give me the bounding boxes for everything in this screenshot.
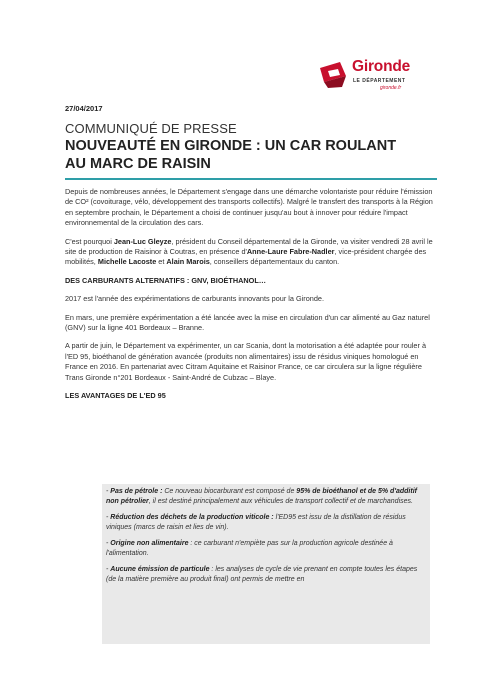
visit-text-5: , conseillers départementaux du canton.	[209, 257, 340, 267]
paragraph-experiments: 2017 est l'année des expérimentations de carburants innovants pour la Gironde.	[65, 294, 324, 304]
visit-name-3: Michelle Lacoste	[97, 257, 157, 267]
paragraph-ed95: A partir de juin, le Département va expérimenter, un car Scania, dont la motorisation a été adaptée pour rouler à l'ED 95, bioéthanol de génération avancée (produits non alimentaires) issu de résidus viniques homologué en France en 2016. En partenariat avec Citram Aquitaine et Raisinor France, ce car circulera sur la ligne régulière Trans Gironde n°201 Bordeaux - Saint-André de Cubzac – Blaye.	[65, 341, 426, 382]
visit-text-2: , président du Conseil départemental de la Gironde, va visiter vendredi 28 avril le site de production de Raisinor à Coutras, en présence d'	[65, 236, 433, 257]
paragraph-visit	[65, 237, 433, 268]
section-heading-fuels: DES CARBURANTS ALTERNATIFS : GNV, BIOÉTHANOL…	[65, 275, 267, 285]
advantage-text: : les analyses de cycle de vie prenant en compte toutes les étapes (de la matière première au produit final) ont permis de mettre en	[106, 566, 418, 583]
section-heading-advantages: LES AVANTAGES DE L'ED 95	[65, 391, 166, 401]
advantage-label: Réduction des déchets de la production viticole :	[110, 514, 274, 521]
headline	[65, 137, 445, 173]
advantage-label: Aucune émission de particule	[110, 566, 210, 573]
advantage-item	[106, 539, 426, 559]
logo-url: gironde.fr	[380, 85, 402, 91]
advantage-text: : ce carburant n'empiète pas sur la production agricole destinée à l'alimentation.	[106, 540, 393, 557]
visit-name-4: Alain Marois	[166, 257, 210, 267]
visit-text-1: C'est pourquoi	[65, 236, 114, 246]
advantages-list	[106, 487, 426, 591]
advantage-item	[106, 487, 426, 507]
advantage-emphasis: 95% de bioéthanol et de 5% d'additif non pétrolier	[106, 488, 417, 505]
visit-text-4: et	[156, 257, 167, 267]
paragraph-intro: Depuis de nombreuses années, le Département s'engage dans une démarche volontariste pour réduire l'émission de CO² (covoiturage, vélo, développement des transports collectifs). Malgré le transfert des transports à la Région en septembre prochain, le Département a choisi de continuer jusqu'au bout à innover pour réduire l'impact environnemental de la circulation des cars.	[65, 187, 433, 228]
gironde-logo	[318, 58, 428, 100]
paragraph-gnv: En mars, une première expérimentation a été lancée avec la mise en circulation d'un car alimenté au Gaz naturel (GNV) sur la ligne 401 Bordeaux – Branne.	[65, 312, 430, 333]
logo-brand: Gironde	[352, 58, 411, 75]
bullet-dash: -	[106, 514, 111, 521]
advantage-text: l'ED95 est issu de la distillation de résidus viniques (marcs de raisin et lies de vin).	[106, 514, 406, 531]
gironde-logo-mark-icon	[318, 60, 348, 90]
headline-line-1: NOUVEAUTÉ EN GIRONDE : UN CAR ROULANT	[65, 138, 397, 154]
bullet-dash: -	[106, 540, 111, 547]
advantage-text: Ce nouveau biocarburant est composé de	[162, 488, 297, 495]
release-date: 27/04/2017	[65, 104, 103, 113]
logo-subtitle: LE DÉPARTEMENT	[353, 78, 406, 84]
headline-rule	[65, 178, 437, 180]
advantage-item	[106, 565, 426, 585]
advantage-text: , il est destiné principalement aux véhicules de transport collectif et de marchandises.	[148, 498, 413, 505]
advantage-label: Origine non alimentaire	[110, 540, 189, 547]
advantage-item	[106, 513, 426, 533]
bullet-dash: -	[106, 566, 111, 573]
bullet-dash: -	[106, 488, 111, 495]
visit-name-2: Anne-Laure Fabre-Nadler	[246, 247, 335, 257]
visit-name-1: Jean-Luc Gleyze	[113, 236, 172, 246]
body-text	[65, 187, 433, 410]
headline-line-2: AU MARC DE RAISIN	[65, 156, 211, 172]
document-kicker: COMMUNIQUÉ DE PRESSE	[65, 121, 237, 136]
advantage-label: Pas de pétrole :	[110, 488, 163, 495]
visit-text-3: , vice-président chargée des mobilités,	[65, 247, 427, 267]
